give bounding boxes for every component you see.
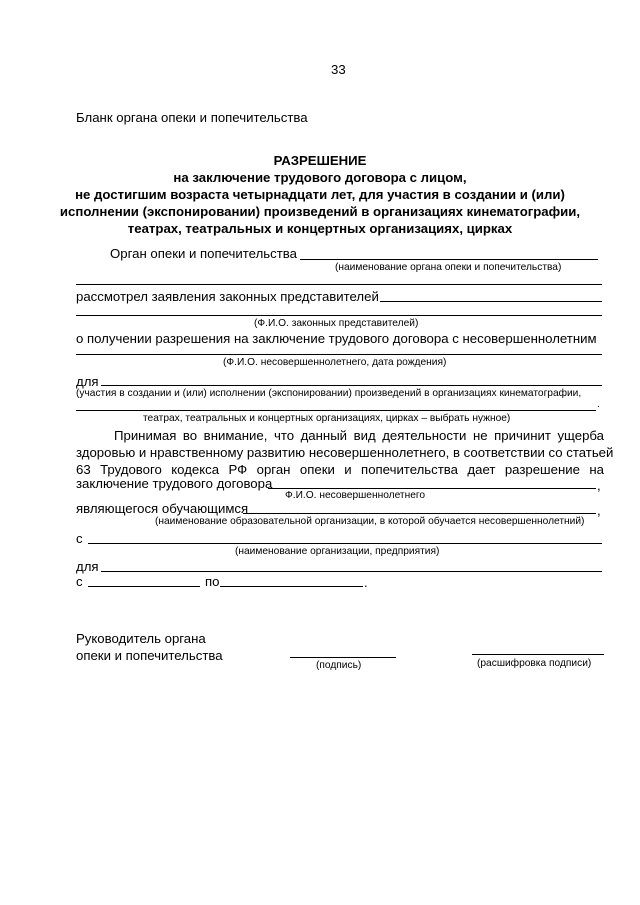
contract-label: заключение трудового договора — [76, 476, 273, 491]
for-field-2[interactable] — [101, 571, 602, 572]
document-title: РАЗРЕШЕНИЕ — [273, 153, 367, 168]
purpose-hint-1: (участия в создании и (или) исполнении (экспонировании) произведений в организациях кинематографии, — [76, 388, 582, 399]
for-label: для — [76, 374, 99, 389]
title-line-4: театрах, театральных и концертных организациях, цирках — [127, 221, 513, 236]
representatives-hint: (Ф.И.О. законных представителей) — [254, 318, 419, 329]
purpose-period: . — [597, 399, 600, 410]
school-field[interactable] — [243, 513, 596, 514]
signature-field[interactable] — [290, 657, 396, 658]
paragraph-line-3: 63 Трудового кодекса РФ орган опеки и попечительства дает разрешение на — [76, 462, 604, 477]
title-line-1: на заключение трудового договора с лицом, — [173, 170, 467, 185]
contract-comma: , — [597, 478, 601, 493]
organization-field[interactable] — [88, 543, 602, 544]
to-label: по — [205, 574, 220, 589]
signatory-title-1: Руководитель органа — [76, 631, 206, 646]
to-period: . — [364, 575, 368, 590]
representatives-field[interactable] — [380, 301, 602, 302]
reviewed-label: рассмотрел заявления законных представителей — [76, 289, 379, 304]
page-number: 33 — [331, 62, 346, 77]
signature-hint: (подпись) — [316, 660, 362, 671]
contract-minor-field[interactable] — [268, 488, 596, 489]
student-hint: (наименование образовательной организации, в которой обучается несовершеннолетний) — [155, 516, 585, 527]
signature-decode-hint: (расшифровка подписи) — [477, 658, 592, 669]
title-line-2: не достигшим возраста четырнадцати лет, для участия в создании и (или) — [75, 187, 565, 202]
student-comma: , — [597, 503, 601, 518]
signatory-title-2: опеки и попечительства — [76, 648, 223, 663]
minor-field[interactable] — [76, 354, 602, 355]
permission-text: о получении разрешения на заключение трудового договора с несовершеннолетним — [76, 331, 597, 346]
organ-field[interactable] — [300, 259, 598, 260]
issuer-header: Бланк органа опеки и попечительства — [76, 110, 308, 125]
student-label: являющегося обучающимся — [76, 501, 249, 516]
purpose-field[interactable] — [101, 385, 602, 386]
contract-hint: Ф.И.О. несовершеннолетнего — [285, 490, 426, 501]
paragraph-line-2: здоровью и нравственному развитию несовершеннолетнего, в соответствии со статьей — [76, 445, 614, 460]
purpose-field-continued[interactable] — [76, 410, 596, 411]
with-label: с — [76, 531, 83, 546]
from-date-field[interactable] — [88, 586, 200, 587]
organization-hint: (наименование организации, предприятия) — [235, 546, 440, 557]
from-label: с — [76, 574, 83, 589]
signature-decode-field[interactable] — [472, 654, 604, 655]
minor-hint: (Ф.И.О. несовершеннолетнего, дата рождения) — [223, 357, 447, 368]
paragraph-line-1: Принимая во внимание, что данный вид деятельности не причинит ущерба — [114, 428, 604, 443]
purpose-hint-2: театрах, театральных и концертных организациях, цирках – выбрать нужное) — [143, 413, 511, 424]
organ-field-continued[interactable] — [76, 284, 602, 285]
representatives-field-continued[interactable] — [76, 315, 602, 316]
to-date-field[interactable] — [220, 586, 363, 587]
title-line-3: исполнении (экспонировании) произведений в организациях кинематографии, — [59, 204, 581, 219]
for-label-2: для — [76, 559, 99, 574]
organ-label: Орган опеки и попечительства — [110, 246, 297, 261]
organ-hint: (наименование органа опеки и попечительства) — [335, 262, 562, 273]
